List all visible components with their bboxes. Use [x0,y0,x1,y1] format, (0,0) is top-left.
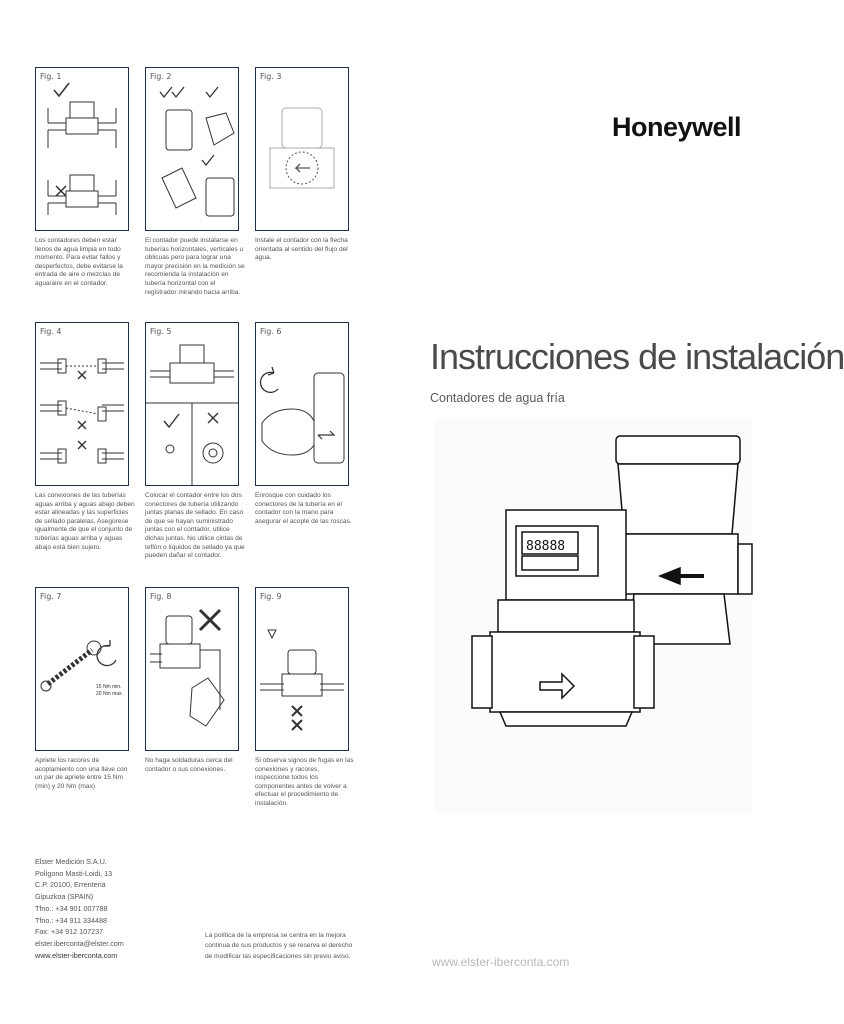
figure-2-caption: El contador puede instalarse en tuberías horizontales, verticales u oblicuas pero para lograr una mayor precisión en la medición se recomienda la instalación en tubería horizontal con el registrador mirando hacia arriba. [145,237,245,296]
water-meter-drawing [434,418,752,814]
phone-line: Tfno.: +34 901 007788 [35,903,108,913]
company-policy: La política de la empresa se centra en la mejora continua de sus productos y se reserva el derecho de modificar las especificaciones sin previo aviso. [205,932,353,960]
figure-7-illustration [36,588,128,750]
figure-1-caption: Los contadores deben estar llenos de agua limpia en todo momento. Para evitar fallos y desperfectos, debe evitarse la entrada de aire o mezclas de agua/aire en el contador. [35,237,123,287]
figure-1 [35,67,129,231]
phone-line: Tfno.: +34 911 334488 [35,915,108,925]
figure-3-caption: Instale el contador con la flecha orientada al sentido del flujo del agua. [255,237,348,262]
figure-7 [35,587,129,751]
figure-label: Fig. 7 [40,592,62,601]
figure-2 [145,67,239,231]
figure-7-caption: Apriete los racores de acoplamiento con una llave con un par de apriete entre 15 Nm (min) y 20 Nm (max) [35,757,128,790]
figure-1-illustration [36,68,128,230]
figure-4 [35,322,129,486]
figure-5-caption: Colocar el contador entre los dos conectores de tubería utilizando juntas planas de sellado. En caso de que se hayan suministrado juntas con el contador, utilice dichas juntas. No utilice cintas de teflón o líquidos de sellado ya que pueden dañar el contador. [145,492,245,560]
page-title: Instrucciones de instalación [430,336,844,377]
figure-6-caption: Enrosque con cuidado los conectores de la tubería en el contador con la mano para asegurar el acople de las roscas. [255,492,352,525]
torque-min-label: 15 Nm min. [96,684,122,690]
company-name: Elster Medición S.A.U. [35,857,107,866]
figure-5 [145,322,239,486]
cross-icon [56,186,66,196]
torque-max-label: 20 Nm max. [96,691,123,697]
page-subtitle: Contadores de agua fría [430,391,565,405]
figure-2-illustration [146,68,238,230]
figure-4-caption: Las conexiones de las tuberías aguas arriba y aguas abajo deben estar alineadas y las superficies de sellado paralelas. Asegúrese igualmente de que el conjunto de tuberías aguas arriba y aguas abajo está bien sujeto. [35,492,135,551]
contact-block [35,856,124,961]
figure-8-caption: No haga soldaduras cerca del contador o sus conexiones. [145,757,233,773]
meter-display: 88888 [526,539,566,554]
water-meter-illustration [434,418,752,814]
address-line: C.P. 20100, Errenteria [35,880,106,890]
figure-6 [255,322,349,486]
address-line: Polígono Masti-Loidi, 13 [35,868,113,878]
fax-line: Fax: +34 912 107237 [35,927,104,937]
figure-5-illustration [146,323,238,485]
figure-label: Fig. 1 [40,72,62,81]
website-link[interactable]: www.elster-iberconta.com [35,950,118,960]
figure-6-illustration [256,323,348,485]
figure-label: Fig. 9 [260,592,282,601]
figure-8-illustration [146,588,238,750]
honeywell-logo: Honeywell [612,112,742,142]
figure-9 [255,587,349,751]
figure-label: Fig. 8 [150,592,172,601]
figure-label: Fig. 5 [150,327,172,336]
rotate-icon [261,367,278,392]
address-line: Gipuzkoa (SPAIN) [35,892,94,902]
figure-3-illustration [256,68,348,230]
figure-8 [145,587,239,751]
figure-label: Fig. 3 [260,72,282,81]
website-url[interactable]: www.elster-iberconta.com [432,955,570,969]
check-icon [54,83,69,96]
figure-9-caption: Si observa signos de fugas en las conexiones y racores, inspeccione todos los componentes antes de volver a efectuar el procedimiento de instalación. [255,757,354,807]
figure-label: Fig. 6 [260,327,282,336]
figure-label: Fig. 2 [150,72,172,81]
figure-4-illustration [36,323,128,485]
figure-label: Fig. 4 [40,327,62,336]
figure-9-illustration [256,588,348,750]
email-line[interactable]: elster.iberconta@elster.com [35,938,124,948]
figure-3 [255,67,349,231]
